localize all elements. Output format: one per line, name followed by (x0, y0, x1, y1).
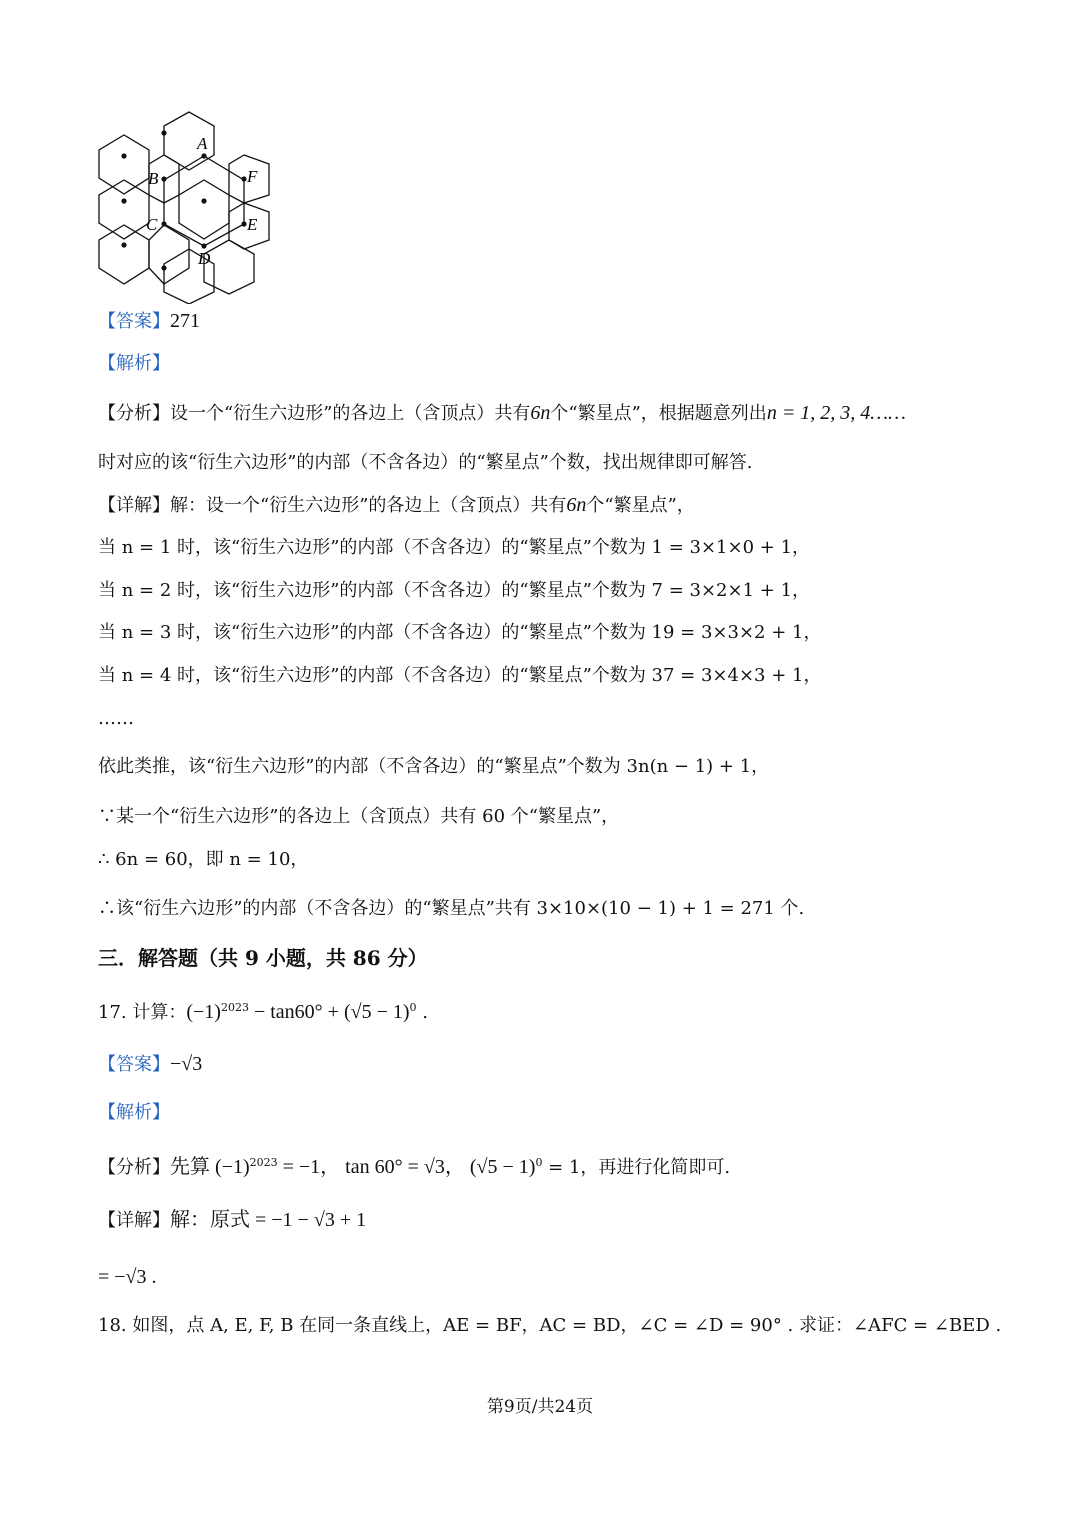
q16-case-3: 当 n = 3 时，该“衍生六边形”的内部（不含各边）的“繁星点”个数为 19 = 3×3×2 + 1， (98, 622, 822, 643)
q16-case-2: 当 n = 2 时，该“衍生六边形”的内部（不含各边）的“繁星点”个数为 7 = 3×2×1 + 1， (98, 580, 811, 601)
q16-xiangjie-line1: 【详解】解：设一个“衍生六边形”的各边上（含顶点）共有6n个“繁星点”， (98, 494, 695, 516)
fenxi-tag: 【分析】 (98, 1157, 170, 1178)
q16-case-4: 当 n = 4 时，该“衍生六边形”的内部（不含各边）的“繁星点”个数为 37 = 3×4×3 + 1， (98, 665, 822, 686)
q16-fenxi-line1: 【分析】设一个“衍生六边形”的各边上（含顶点）共有6n个“繁星点”，根据题意列出n = 1, 2, 3, 4…… (98, 402, 906, 424)
q17-problem: 17. 计算：$(-1)^{2023} - \tan 60^\circ + (√5 - 1)^0$ . (98, 1001, 428, 1023)
answer-value: 271 (170, 310, 200, 332)
answer-tag: 【答案】 (98, 311, 170, 332)
section-heading: 三．解答题（共 9 小题，共 86 分） (98, 946, 428, 970)
label-a: A (197, 134, 208, 153)
hexagon-figure (94, 104, 294, 304)
q16-answer-line (98, 309, 200, 334)
q16-ellipsis: …… (98, 708, 134, 729)
fenxi-tag: 【分析】 (98, 403, 170, 424)
q17-answer-line (98, 1052, 202, 1077)
q17-jiexi-tag: 【解析】 (98, 1102, 170, 1123)
page-number: 第9页/共24页 (486, 1397, 594, 1417)
answer-value: −√3 (170, 1053, 203, 1075)
q16-jiexi-tag: 【解析】 (98, 353, 170, 374)
q17-xiangjie-line2: = −√3 . (98, 1266, 157, 1288)
q17-fenxi: 【分析】先算 $(-1)^{2023} = -1$， tan 60° = √3， $(√5 - 1)^0 = 1$，再进行化简即可. (98, 1156, 731, 1178)
q16-fenxi-line2: 时对应的该“衍生六边形”的内部（不含各边）的“繁星点”个数，找出规律即可解答. (98, 452, 753, 473)
xiangjie-tag: 【详解】 (98, 495, 170, 516)
label-e: E (247, 215, 258, 234)
q16-case-1: 当 n = 1 时，该“衍生六边形”的内部（不含各边）的“繁星点”个数为 1 = 3×1×0 + 1， (98, 537, 811, 558)
q18-problem: 18. 如图，点 A, E, F, B 在同一条直线上，AE = BF，AC = BD，∠C = ∠D = 90° . 求证：∠AFC = ∠BED . (98, 1315, 1002, 1336)
q16-general-formula: 依此类推，该“衍生六边形”的内部（不含各边）的“繁星点”个数为 3n(n − 1) + 1， (98, 756, 770, 777)
label-f: F (247, 167, 258, 186)
label-d: D (198, 249, 211, 268)
answer-tag: 【答案】 (98, 1054, 170, 1075)
q16-because: ∵某一个“衍生六边形”的各边上（含顶点）共有 60 个“繁星点”， (98, 806, 620, 827)
q16-therefore-2: ∴该“衍生六边形”的内部（不含各边）的“繁星点”共有 3×10×(10 − 1) + 1 = 271 个. (98, 898, 805, 919)
label-b: B (148, 169, 159, 188)
q17-xiangjie-line1: 【详解】解：原式 = −1 − √3 + 1 (98, 1209, 367, 1231)
label-c: C (146, 215, 158, 234)
q16-therefore-1: ∴ 6n = 60，即 n = 10， (98, 849, 309, 870)
xiangjie-tag: 【详解】 (98, 1210, 170, 1231)
